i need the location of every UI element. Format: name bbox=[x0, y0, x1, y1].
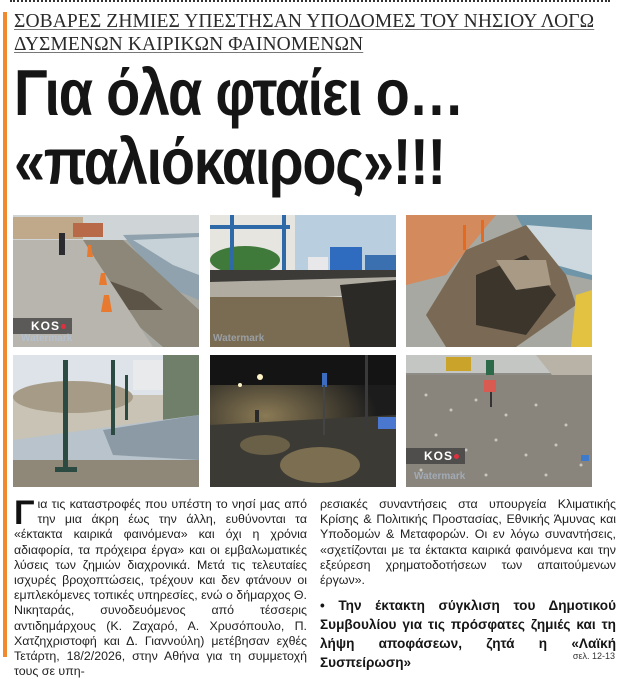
photo-collapsed-road-image bbox=[210, 215, 396, 347]
photo-debris-beach-image bbox=[406, 355, 592, 487]
kos-logo: KOS bbox=[406, 448, 465, 464]
kicker-line-1: ΣΟΒΑΡΕΣ ΖΗΜΙΕΣ ΥΠΕΣΤΗΣΑΝ ΥΠΟΔΟΜΕΣ ΤΟΥ ΝΗΣΙΟΥ ΛΟΓΩ bbox=[14, 11, 595, 32]
dropcap: Γ bbox=[14, 494, 35, 532]
photo-coastal-ruin-image bbox=[406, 215, 592, 347]
photo-night-flood bbox=[210, 355, 396, 487]
photo-collapsed-road bbox=[210, 215, 396, 347]
accent-bar bbox=[3, 12, 7, 657]
body-column-2 bbox=[320, 497, 616, 588]
headline-line-1: Για όλα φταίει ο… bbox=[14, 56, 464, 129]
photo-flooded-beach bbox=[13, 355, 199, 487]
photo-flooded-beach-image bbox=[13, 355, 199, 487]
bullet-highlight: • Την έκτακτη σύγκλιση του Δημοτικού Συμβουλίου για τις πρόσφατες ζημιές και τη λήψη αποφάσεων, ζητά η «Λαϊκή Συσπείρωση» bbox=[320, 598, 616, 670]
headline bbox=[14, 58, 539, 196]
photo-promenade bbox=[13, 215, 199, 347]
body-text-1: ια τις καταστροφές που υπέστη το νησί μας από την μια άκρη έως την άλλη, ευθύνονται τα «έκτακτα καιρικά φαινόμενα» και όχι η χρόνια αδιαφορία, τα πρόχειρα έργα» και οι εμβαλωματικές λύσεις των ζημιών διαχρονικά. Μετά τις τελευταίες ισχυρές βροχοπτώσεις, τρέχουν και δεν φτάνουν οι εμπλεκόμενες τοπικές υπηρεσίες, ενώ ο δήμαρχος Θ. Νικηταράς, συνοδευόμενος από τέσσερις αντιδημάρχους (Κ. Ζαχαρό, Α. Χρυσόπουλο, Π. Χατζηχριστοφή και Δ. Γιαννούλη) μετέβησαν εχθές Τετάρτη, 18/2/2026, στην Αθήνα για τη συμμετοχή τους σε υπη- bbox=[14, 497, 307, 679]
kicker bbox=[14, 10, 614, 56]
page-reference: σελ. 12-13 bbox=[572, 651, 615, 661]
photo-debris-beach bbox=[406, 355, 592, 487]
headline-line-2: «παλιόκαιρος»!!! bbox=[14, 125, 445, 198]
photo-watermark: Watermark bbox=[213, 333, 265, 344]
photo-coastal-ruin bbox=[406, 215, 592, 347]
body-column-1 bbox=[14, 494, 307, 679]
body-text-2: ρεσιακές συναντήσεις στα υπουργεία Κλιματικής Κρίσης & Πολιτικής Προστασίας, Εθνικής Άμυνας και Υποδομών & Μεταφορών. Οι εν λόγω συναντήσεις, «σχετίζονται με τα έκτακτα καιρικά φαινόμενα και την εξεύρεση χρηματοδοτήσεων των απαιτούμενων έργων». bbox=[320, 497, 616, 588]
photo-night-flood-image bbox=[210, 355, 396, 487]
photo-watermark: Watermark bbox=[21, 333, 73, 344]
photo-watermark: Watermark bbox=[414, 471, 466, 482]
kos-logo: KOS bbox=[13, 318, 72, 334]
kicker-line-2: ΔΥΣΜΕΝΩΝ ΚΑΙΡΙΚΩΝ ΦΑΙΝΟΜΕΝΩΝ bbox=[14, 34, 364, 55]
top-dotted-rule bbox=[10, 0, 610, 5]
